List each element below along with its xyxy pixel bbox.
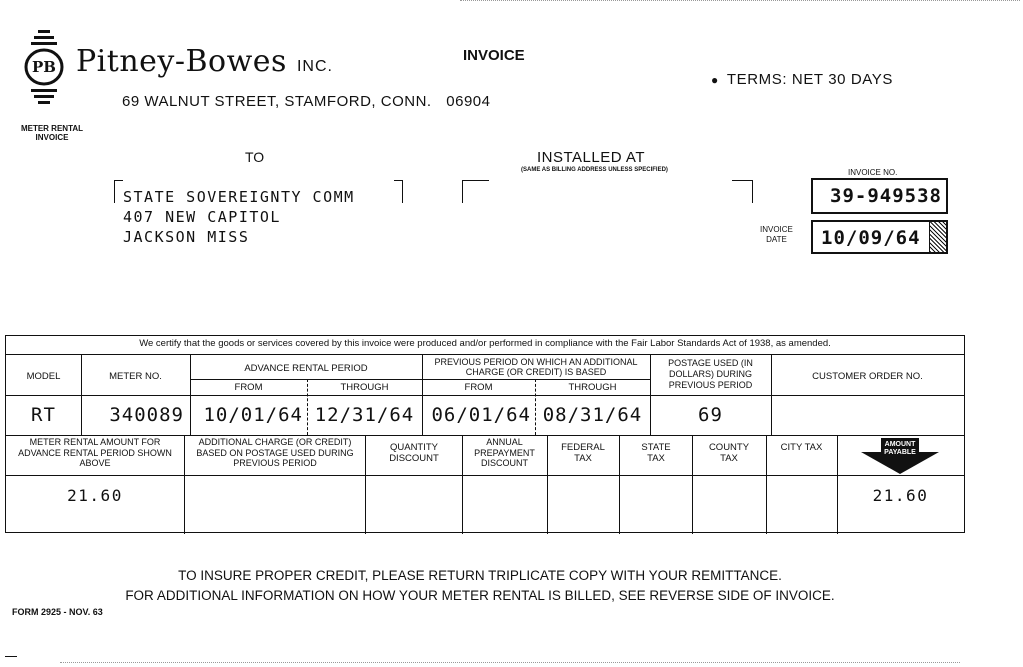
invoice-number-box [811, 178, 948, 214]
invoice-number: 39-949538 [830, 185, 942, 207]
address-text: 69 WALNUT STREET, STAMFORD, CONN. [122, 93, 432, 110]
doc-title: INVOICE [463, 47, 525, 64]
certify-statement: We certify that the goods or services covered by this invoice were produced and/or performed in compliance with the Fair Labor Standards Act of 1938, as amended. [139, 338, 831, 349]
company-name-text: Pitney-Bowes [76, 44, 287, 79]
header-postage-used: POSTAGE USED (IN DOLLARS) DURING PREVIOUS PERIOD [668, 358, 753, 390]
company-address [122, 93, 490, 110]
pitney-bowes-logo-icon [24, 28, 64, 106]
row1-divider [6, 395, 964, 396]
header-prev-through: THROUGH [568, 382, 617, 393]
company-name [76, 44, 333, 79]
subhead-divider-adv [190, 379, 422, 380]
vline-l7 [766, 435, 767, 534]
row3-divider [6, 475, 964, 476]
zip-text: 06904 [446, 93, 491, 110]
to-address-line-3: JACKSON MISS [123, 228, 250, 246]
installed-bracket-right [732, 180, 753, 203]
to-address-line-1: STATE SOVEREIGNTY COMM [123, 188, 355, 206]
to-bracket-left [114, 180, 123, 203]
header-city-tax: CITY TAX [780, 442, 823, 453]
header-meter-rental-amount: METER RENTAL AMOUNT FOR ADVANCE RENTAL PERIOD SHOWN ABOVE [18, 437, 172, 468]
subhead-divider-prev [422, 379, 650, 380]
header-federal-tax: FEDERAL TAX [561, 442, 605, 464]
meter-rental-invoice-label: METER RENTAL INVOICE [20, 124, 84, 142]
invoice-date-box [811, 220, 948, 254]
header-prev-from: FROM [464, 382, 493, 393]
vline-l3 [462, 435, 463, 534]
to-bracket-right [394, 180, 403, 203]
cell-postage: 69 [698, 404, 723, 426]
cell-model: RT [31, 404, 56, 426]
invoice-number-label: INVOICE NO. [848, 168, 898, 177]
header-advance-period: ADVANCE RENTAL PERIOD [244, 363, 368, 374]
header-state-tax: STATE TAX [641, 442, 671, 464]
form-number: FORM 2925 - NOV. 63 [12, 607, 103, 617]
amount-payable-arrow-icon [861, 438, 939, 474]
amount-payable-label: AMOUNT PAYABLE [884, 441, 916, 456]
to-address-line-2: 407 NEW CAPITOL [123, 208, 281, 226]
vline-l1 [184, 435, 185, 534]
bottom-perforation [60, 662, 960, 663]
header-meter-no: METER NO. [109, 371, 162, 382]
row2-divider [6, 435, 964, 436]
company-suffix: INC. [296, 58, 333, 75]
header-additional-charge: ADDITIONAL CHARGE (OR CREDIT) BASED ON POSTAGE USED DURING PREVIOUS PERIOD [196, 437, 354, 468]
installed-at-note: (SAME AS BILLING ADDRESS UNLESS SPECIFIED) [521, 167, 668, 173]
header-previous-period: PREVIOUS PERIOD ON WHICH AN ADDITIONAL CHARGE (OR CREDIT) IS BASED [434, 357, 638, 377]
header-model: MODEL [26, 371, 61, 382]
header-county-tax: COUNTY TAX [708, 442, 750, 464]
header-annual-prepayment: ANNUAL PREPAYMENT DISCOUNT [474, 437, 535, 468]
charges-table [5, 335, 965, 533]
cell-amount-payable: 21.60 [872, 486, 929, 505]
footer-line-1: TO INSURE PROPER CREDIT, PLEASE RETURN TRIPLICATE COPY WITH YOUR REMITTANCE. [178, 568, 782, 583]
invoice-date-label-2: DATE [766, 235, 787, 244]
cell-prev-through: 08/31/64 [542, 404, 643, 426]
installed-at-label: INSTALLED AT [537, 149, 645, 166]
header-adv-through: THROUGH [340, 382, 389, 393]
vline-l2 [365, 435, 366, 534]
to-label: TO [245, 149, 265, 165]
vline-l5 [619, 435, 620, 534]
header-adv-from: FROM [234, 382, 263, 393]
cell-meter-no: 340089 [109, 404, 184, 426]
invoice-date: 10/09/64 [821, 227, 921, 249]
installed-bracket-left [462, 180, 489, 203]
date-check-mark [929, 222, 946, 252]
header-quantity-discount: QUANTITY DISCOUNT [389, 442, 439, 464]
footer-line-2: FOR ADDITIONAL INFORMATION ON HOW YOUR METER RENTAL IS BILLED, SEE REVERSE SIDE OF INVOICE. [125, 588, 835, 603]
cell-prev-from: 06/01/64 [431, 404, 531, 426]
vline-l6 [692, 435, 693, 534]
vline-e [771, 354, 772, 435]
bottom-edge-mark [5, 656, 17, 657]
cell-adv-through: 12/31/64 [314, 404, 415, 426]
bullet-icon: ● [711, 73, 719, 87]
vline-l8 [837, 435, 838, 534]
terms-text: TERMS: NET 30 DAYS [726, 71, 893, 88]
cell-adv-from: 10/01/64 [203, 404, 303, 426]
logo-monogram: PB [32, 58, 56, 76]
terms-line [711, 71, 893, 88]
cell-meter-rental-amount: 21.60 [67, 486, 123, 505]
invoice-date-label-1: INVOICE [760, 225, 793, 234]
header-customer-order: CUSTOMER ORDER NO. [812, 371, 923, 382]
vline-l4 [547, 435, 548, 534]
certify-divider [6, 354, 964, 355]
top-perforation [460, 0, 1020, 1]
invoice-date-label [760, 225, 793, 245]
